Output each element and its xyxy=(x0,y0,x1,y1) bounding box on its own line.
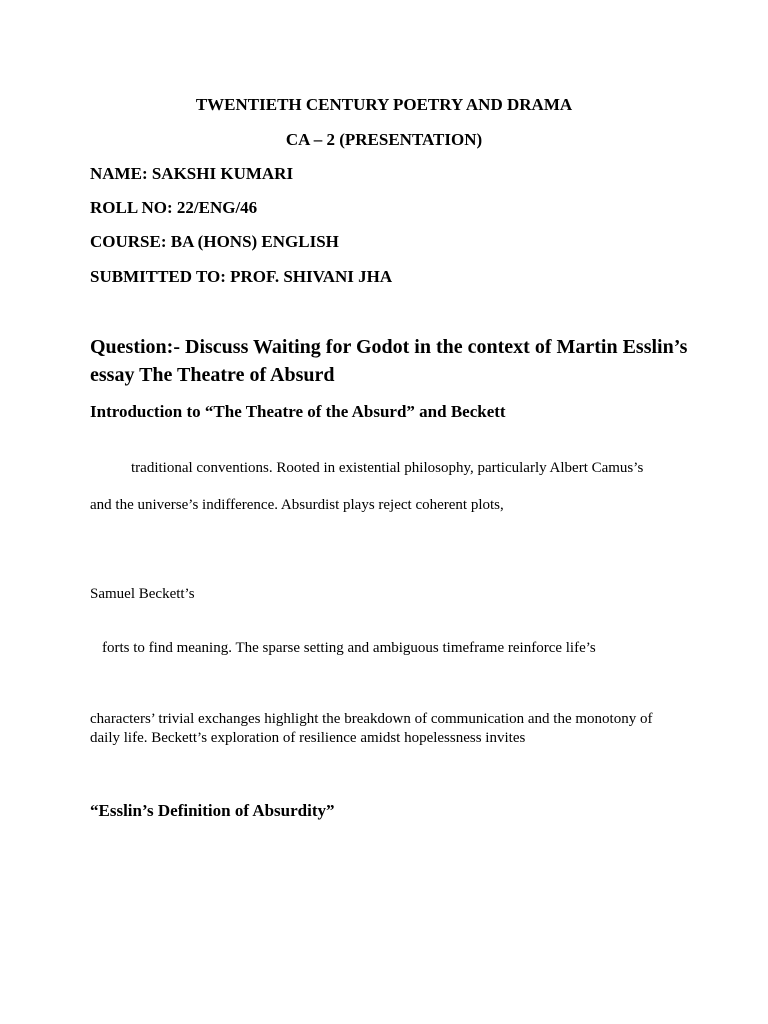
roll-number: ROLL NO: 22/ENG/46 xyxy=(90,198,258,217)
student-name: NAME: SAKSHI KUMARI xyxy=(90,164,294,183)
course-name: COURSE: BA (HONS) ENGLISH xyxy=(90,232,339,251)
assessment-title: CA – 2 (PRESENTATION) xyxy=(285,130,483,149)
intro-section-heading: Introduction to “The Theatre of the Absurd” and Beckett xyxy=(90,402,506,421)
question-heading: Question:- Discuss Waiting for Godot in the context of Martin Esslin’s essay The Theatre of Absurd xyxy=(90,336,688,386)
body-fragment-3: Samuel Beckett’s xyxy=(90,586,195,602)
body-fragment-1: traditional conventions. Rooted in existential philosophy, particularly Albert Camus’s xyxy=(131,460,644,476)
course-title: TWENTIETH CENTURY POETRY AND DRAMA xyxy=(195,95,573,114)
body-fragment-2: and the universe’s indifference. Absurdist plays reject coherent plots, xyxy=(90,497,504,513)
esslin-section-heading: “Esslin’s Definition of Absurdity” xyxy=(90,801,335,820)
body-paragraph-5: characters’ trivial exchanges highlight the breakdown of communication and the monotony of daily life. Beckett’s exploration of resilience amidst hopelessness invites xyxy=(90,711,653,746)
body-fragment-4: forts to find meaning. The sparse setting and ambiguous timeframe reinforce life’s xyxy=(102,640,596,656)
submitted-to: SUBMITTED TO: PROF. SHIVANI JHA xyxy=(90,267,393,286)
